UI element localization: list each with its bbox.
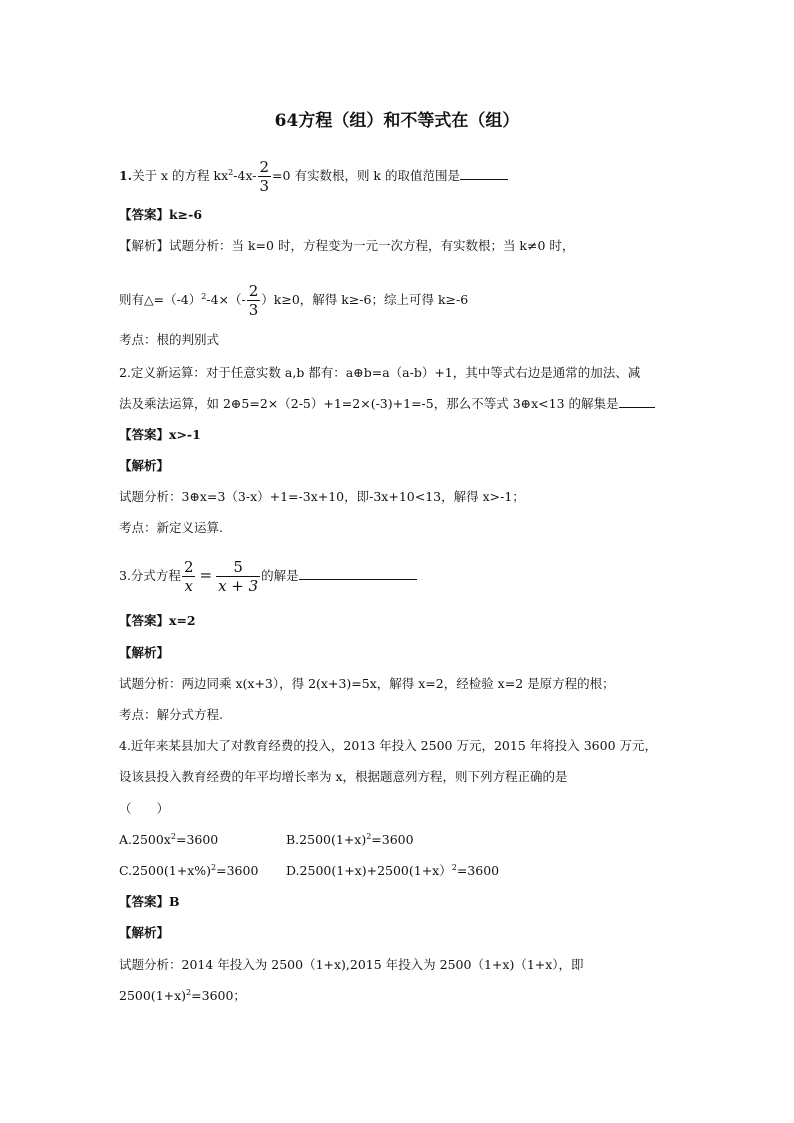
analysis-text: 2500(1+x) — [119, 988, 187, 1003]
fraction — [258, 158, 272, 195]
analysis-text: ）k≥0，解得 k≥-6；综上可得 k≥-6 — [261, 292, 469, 307]
analysis-heading: 【解析】 — [119, 645, 170, 660]
analysis-heading: 【解析】 — [119, 458, 170, 473]
exponent: 2 — [366, 832, 372, 841]
question-text: 法及乘法运算，如 2⊕5=2×（2-5）+1=2×(-3)+1=-5，那么不等式 3⊕x<13 的解集是 — [119, 396, 619, 411]
fraction-numerator: 2 — [183, 558, 194, 576]
option-b — [286, 831, 414, 849]
fraction — [216, 558, 260, 595]
answer-line: 【答案】x>-1 — [119, 427, 201, 442]
question-4-line-2: 设该县投入教育经费的年平均增长率为 x，根据题意列方程，则下列方程正确的是 — [119, 769, 568, 784]
question-number: 1. — [119, 168, 133, 183]
answer-blank — [619, 395, 655, 408]
question-1 — [119, 158, 508, 195]
fraction-denominator: x + 3 — [218, 577, 259, 595]
fraction — [247, 282, 261, 319]
point-line: 考点：新定义运算. — [119, 520, 223, 535]
option-text: =3600 — [175, 832, 219, 847]
equals-sign: = — [199, 566, 213, 584]
question-3 — [119, 558, 417, 595]
fraction — [182, 558, 196, 595]
question-4-line-1: 4.近年来某县加大了对教育经费的投入，2013 年投入 2500 万元，2015 年将投入 3600 万元， — [119, 738, 658, 753]
analysis-line-2 — [119, 282, 468, 319]
question-text: 3.分式方程 — [119, 568, 181, 583]
option-a — [119, 831, 218, 849]
answer-line: 【答案】k≥-6 — [119, 207, 203, 222]
question-text: 的解是 — [261, 568, 299, 583]
question-2-line-2 — [119, 395, 655, 413]
choice-bracket: （ ） — [119, 801, 170, 816]
option-c — [119, 862, 258, 880]
exponent: 2 — [211, 863, 217, 872]
option-text: B.2500(1+x) — [286, 832, 367, 847]
option-text: =3600 — [371, 832, 414, 847]
option-text: =3600 — [456, 863, 500, 878]
question-text: =0 有实数根，则 k 的取值范围是 — [272, 168, 460, 183]
option-text: D.2500(1+x)+2500(1+x） — [286, 863, 452, 878]
option-text: =3600 — [216, 863, 259, 878]
analysis-line: 试题分析：3⊕x=3（3-x）+1=-3x+10，即-3x+10<13，解得 x>-1； — [119, 489, 525, 504]
analysis-text: =3600； — [191, 988, 246, 1003]
option-text: C.2500(1+x%) — [119, 863, 212, 878]
question-text: -4x- — [233, 168, 257, 183]
analysis-text: -4×（- — [206, 292, 246, 307]
answer-blank — [460, 167, 508, 180]
analysis-heading: 【解析】 — [119, 925, 170, 940]
question-text: 关于 x 的方程 kx — [132, 168, 229, 183]
exponent: 2 — [201, 292, 207, 301]
fraction-numerator: 2 — [259, 158, 270, 176]
answer-line: 【答案】x=2 — [119, 613, 196, 628]
fraction-denominator: x — [184, 577, 193, 595]
point-line: 考点：解分式方程. — [119, 707, 223, 722]
page-title: 64方程（组）和不等式在（组） — [274, 111, 520, 131]
exponent: 2 — [451, 863, 457, 872]
analysis-text: 则有△=（-4） — [119, 292, 202, 307]
option-text: A.2500x — [119, 832, 171, 847]
point-line: 考点：根的判别式 — [119, 332, 220, 347]
option-d — [286, 862, 499, 880]
analysis-line — [119, 237, 574, 255]
question-2-line-1: 2.定义新运算：对于任意实数 a,b 都有：a⊕b=a（a-b）+1，其中等式右边是通常的加法、减 — [119, 365, 641, 380]
fraction-numerator: 5 — [216, 558, 260, 577]
analysis-line: 试题分析：两边同乘 x(x+3），得 2(x+3)=5x，解得 x=2，经检验 x=2 是原方程的根； — [119, 676, 615, 691]
exponent: 2 — [228, 168, 234, 177]
fraction-numerator: 2 — [248, 282, 259, 300]
exponent: 2 — [170, 832, 176, 841]
fraction-denominator: 3 — [248, 301, 259, 319]
fraction-denominator: 3 — [259, 177, 270, 195]
analysis-line: 试题分析：2014 年投入为 2500（1+x),2015 年投入为 2500（1+x)（1+x），即 — [119, 957, 584, 972]
analysis-text: 【解析】试题分析：当 k=0 时，方程变为一元一次方程，有实数根；当 k≠0 时， — [119, 238, 575, 253]
analysis-line-2 — [119, 987, 246, 1005]
answer-line: 【答案】B — [119, 894, 180, 909]
exponent: 2 — [186, 988, 192, 997]
answer-blank — [299, 567, 417, 580]
